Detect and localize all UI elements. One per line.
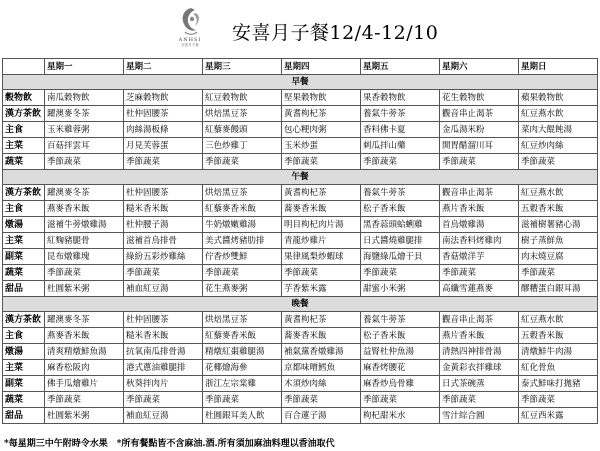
dish-cell: 南法香料烤雞肉	[440, 233, 519, 249]
logo-subtext: 安喜月子餐	[181, 43, 199, 47]
dish-cell: 季節蔬菜	[282, 265, 361, 281]
dish-cell: 滋補樹薯豬心湯	[519, 217, 598, 233]
dish-cell: 紅豆燕水飲	[519, 106, 598, 122]
corner-cell	[3, 59, 45, 75]
menu-row	[3, 328, 598, 344]
menu-row	[3, 106, 598, 122]
dish-cell: 黃耆枸杞茶	[282, 312, 361, 328]
dish-cell: 南瓜穀物飲	[45, 90, 124, 106]
meal-name: 午餐	[3, 170, 598, 185]
dish-cell: 燕片香米飯	[440, 201, 519, 217]
dish-cell: 觀音串止渴茶	[440, 312, 519, 328]
dish-cell: 泰式鮮味打拋豬	[519, 376, 598, 392]
dish-cell: 五穀香米飯	[519, 201, 598, 217]
day-header: 星期日	[519, 59, 598, 75]
dish-cell: 枸杞甜米水	[361, 408, 440, 424]
dish-cell: 百菇拌雲耳	[45, 138, 124, 154]
menu-row	[3, 154, 598, 170]
dish-cell: 紅豆燕水飲	[519, 185, 598, 201]
dish-cell: 觀音串止渴茶	[440, 106, 519, 122]
dish-cell: 燕麥香米飯	[45, 328, 124, 344]
dish-cell: 玉米雞蓉粥	[45, 122, 124, 138]
dish-cell: 糙米香米飯	[124, 328, 203, 344]
day-header: 星期四	[282, 59, 361, 75]
dish-cell: 清燉鮮牛肉湯	[519, 344, 598, 360]
menu-row	[3, 138, 598, 154]
dish-cell: 烘焙黑豆茶	[203, 106, 282, 122]
dish-cell: 包心粳肉粥	[282, 122, 361, 138]
dish-cell: 養氣牛蒡茶	[361, 185, 440, 201]
course-label: 主食	[3, 122, 45, 138]
dish-cell: 麻香松阪肉	[45, 360, 124, 376]
course-label: 蔬菜	[3, 154, 45, 170]
dish-cell: 昆布燉雞塊	[45, 249, 124, 265]
dish-cell: 金黃彩衣拌雞球	[440, 360, 519, 376]
day-header: 星期三	[203, 59, 282, 75]
course-label: 燉湯	[3, 217, 45, 233]
dish-cell: 堅果穀物飲	[282, 90, 361, 106]
mother-child-logo-icon	[177, 6, 203, 36]
dish-cell: 杜仲固腰茶	[124, 106, 203, 122]
dish-cell: 滋補首烏排骨	[124, 233, 203, 249]
dish-cell: 青龍炒雞片	[282, 233, 361, 249]
dish-cell: 季節蔬菜	[124, 392, 203, 408]
course-label: 漢方茶飲	[3, 312, 45, 328]
page-header	[0, 0, 600, 58]
dish-cell: 季節蔬菜	[203, 392, 282, 408]
course-label: 蔬菜	[3, 392, 45, 408]
course-label: 穀物飲	[3, 90, 45, 106]
dish-cell: 糙米香米飯	[124, 201, 203, 217]
course-label: 甜品	[3, 408, 45, 424]
dish-cell: 芋香紫米露	[282, 281, 361, 297]
dish-cell: 京都味噌鱈魚	[282, 360, 361, 376]
dish-cell: 躍澳麥冬茶	[45, 185, 124, 201]
dish-cell: 清爽精燉鮮魚湯	[45, 344, 124, 360]
dish-cell: 花生穀物飲	[440, 90, 519, 106]
dish-cell: 杜圓紫米粥	[45, 281, 124, 297]
dish-cell: 季節蔬菜	[361, 265, 440, 281]
dish-cell: 肉絲湯板條	[124, 122, 203, 138]
dish-cell: 花生燕麥粥	[203, 281, 282, 297]
dish-cell: 菜肉大餛飩湯	[519, 122, 598, 138]
dish-cell: 季節蔬菜	[361, 392, 440, 408]
dish-cell: 木須炒肉絲	[282, 376, 361, 392]
dish-cell: 紅豆穀物飲	[203, 90, 282, 106]
dish-cell: 季節蔬菜	[282, 154, 361, 170]
dish-cell: 開胃醋溜川耳	[440, 138, 519, 154]
menu-row	[3, 185, 598, 201]
dish-cell: 佇香炒雙鮮	[203, 249, 282, 265]
dish-cell: 季節蔬菜	[440, 392, 519, 408]
menu-row	[3, 249, 598, 265]
dish-cell: 黃耆枸杞茶	[282, 185, 361, 201]
dish-cell: 百合蓮子湯	[282, 408, 361, 424]
dish-cell: 精燉紅棗雞腿湯	[203, 344, 282, 360]
dish-cell: 季節蔬菜	[45, 154, 124, 170]
course-label: 漢方茶飲	[3, 106, 45, 122]
menu-row	[3, 122, 598, 138]
dish-cell: 季節蔬菜	[45, 265, 124, 281]
menu-row	[3, 265, 598, 281]
dish-cell: 日式醬燒雞腿排	[361, 233, 440, 249]
dish-cell: 高纖雪蓮燕麥	[440, 281, 519, 297]
dish-cell: 燕片香米飯	[440, 328, 519, 344]
menu-row	[3, 408, 598, 424]
day-header: 星期二	[124, 59, 203, 75]
dish-cell: 紅藜麥香米飯	[203, 201, 282, 217]
dish-cell: 松子香米飯	[361, 328, 440, 344]
brand-logo	[168, 6, 212, 54]
dish-cell: 益腎杜仲魚湯	[361, 344, 440, 360]
dish-cell: 季節蔬菜	[203, 265, 282, 281]
footer-note: *每星期三中午附時令水果 *所有餐點皆不含麻油.酒.所有須加麻油料理以香油取代	[4, 439, 335, 449]
dish-cell: 烘焙黑豆茶	[203, 185, 282, 201]
dish-cell: 綠紛五彩炒雞絲	[124, 249, 203, 265]
dish-cell: 季節蔬菜	[519, 154, 598, 170]
dish-cell: 季節蔬菜	[45, 392, 124, 408]
meal-section-header	[3, 170, 598, 185]
meal-section-header	[3, 75, 598, 90]
dish-cell: 蕎麥香米飯	[282, 328, 361, 344]
menu-row	[3, 344, 598, 360]
dish-cell: 紅藜麥香米飯	[203, 328, 282, 344]
dish-cell: 季節蔬菜	[203, 154, 282, 170]
menu-row	[3, 312, 598, 328]
dish-cell: 黑香蒜頭蛤蜊雞	[361, 217, 440, 233]
dish-cell: 果香穀物飲	[361, 90, 440, 106]
dish-cell: 蕎麥香米飯	[282, 201, 361, 217]
course-label: 主食	[3, 201, 45, 217]
dish-cell: 五穀香米飯	[519, 328, 598, 344]
dish-cell: 刺瓜拌山藥	[361, 138, 440, 154]
dish-cell: 紅豆炒肉絲	[519, 138, 598, 154]
dish-cell: 首烏燉雞湯	[440, 217, 519, 233]
menu-row	[3, 233, 598, 249]
meal-name: 早餐	[3, 75, 598, 90]
dish-cell: 金瓜湯米粉	[440, 122, 519, 138]
dish-cell: 香料佛卡夏	[361, 122, 440, 138]
dish-cell: 補血紅豆湯	[124, 408, 203, 424]
dish-cell: 杜仲固腰茶	[124, 312, 203, 328]
dish-cell: 肉末燒豆腐	[519, 249, 598, 265]
dish-cell: 松子香米飯	[361, 201, 440, 217]
course-label: 漢方茶飲	[3, 185, 45, 201]
menu-row	[3, 376, 598, 392]
course-label: 副菜	[3, 376, 45, 392]
dish-cell: 抗氧南瓜排骨湯	[124, 344, 203, 360]
menu-row	[3, 90, 598, 106]
course-label: 副菜	[3, 249, 45, 265]
course-label: 甜品	[3, 281, 45, 297]
dish-cell: 季節蔬菜	[519, 392, 598, 408]
dish-cell: 浙江左宗棠雞	[203, 376, 282, 392]
menu-row	[3, 392, 598, 408]
dish-cell: 麻香炒烏骨雞	[361, 376, 440, 392]
dish-cell: 月見芙蓉蛋	[124, 138, 203, 154]
menu-row	[3, 360, 598, 376]
dish-cell: 杜圓紫米粥	[45, 408, 124, 424]
dish-cell: 季節蔬菜	[519, 265, 598, 281]
dish-cell: 樹子蒸鮮魚	[519, 233, 598, 249]
meal-section-header	[3, 297, 598, 312]
dish-cell: 補血紅豆湯	[124, 281, 203, 297]
dish-cell: 杜仲腰子湯	[124, 217, 203, 233]
dish-cell: 黃耆枸杞茶	[282, 106, 361, 122]
dish-cell: 烘焙黑豆茶	[203, 312, 282, 328]
dish-cell: 季節蔬菜	[124, 154, 203, 170]
dish-cell: 杜仲固腰茶	[124, 185, 203, 201]
dish-cell: 紅麴豬腿骨	[45, 233, 124, 249]
dish-cell: 養氣牛蒡茶	[361, 312, 440, 328]
course-label: 主菜	[3, 138, 45, 154]
menu-row	[3, 281, 598, 297]
dish-cell: 躍澳麥冬茶	[45, 312, 124, 328]
dish-cell: 滋補牛蒡燉雞湯	[45, 217, 124, 233]
dish-cell: 醪糟蛋白銀耳湯	[519, 281, 598, 297]
day-header: 星期五	[361, 59, 440, 75]
dish-cell: 佛手瓜燴雞片	[45, 376, 124, 392]
dish-cell: 養氣牛蒡茶	[361, 106, 440, 122]
course-label: 主菜	[3, 360, 45, 376]
dish-cell: 三色炒雞丁	[203, 138, 282, 154]
dish-cell: 秋葵拌肉片	[124, 376, 203, 392]
dish-cell: 紅豆西米露	[519, 408, 598, 424]
dish-cell: 海鹽綠瓜燴干貝	[361, 249, 440, 265]
dish-cell: 紅藜麥饅頭	[203, 122, 282, 138]
dish-cell: 燕麥香米飯	[45, 201, 124, 217]
dish-cell: 杜圓銀耳美人飲	[203, 408, 282, 424]
page-title: 安喜月子餐12/4-12/10	[232, 22, 439, 44]
dish-cell: 季節蔬菜	[124, 265, 203, 281]
dish-cell: 雪汁綜合圓	[440, 408, 519, 424]
menu-row	[3, 217, 598, 233]
dish-cell: 果律風梨炒蝦球	[282, 249, 361, 265]
menu-row	[3, 201, 598, 217]
dish-cell: 紅化骨魚	[519, 360, 598, 376]
dish-cell: 季節蔬菜	[440, 265, 519, 281]
dish-cell: 蘋果穀物飲	[519, 90, 598, 106]
dish-cell: 香菇燉洋芋	[440, 249, 519, 265]
day-header-row	[3, 59, 598, 75]
dish-cell: 日式茶碗蒸	[440, 376, 519, 392]
day-header: 星期六	[440, 59, 519, 75]
dish-cell: 躍澳麥冬茶	[45, 106, 124, 122]
dish-cell: 季節蔬菜	[440, 154, 519, 170]
dish-cell: 芝麻穀物飲	[124, 90, 203, 106]
dish-cell: 花椰燴海參	[203, 360, 282, 376]
course-label: 蔬菜	[3, 265, 45, 281]
dish-cell: 牛奶燉嫩雞湯	[203, 217, 282, 233]
dish-cell: 季節蔬菜	[361, 154, 440, 170]
course-label: 主食	[3, 328, 45, 344]
dish-cell: 清熱四神排骨湯	[440, 344, 519, 360]
dish-cell: 港式蔥油雞腿排	[124, 360, 203, 376]
dish-cell: 甜蜜小米粥	[361, 281, 440, 297]
meal-name: 晚餐	[3, 297, 598, 312]
dish-cell: 補氣黨香燉雞湯	[282, 344, 361, 360]
dish-cell: 觀音串止渴茶	[440, 185, 519, 201]
weekly-menu-table	[2, 58, 598, 424]
course-label: 主菜	[3, 233, 45, 249]
day-header: 星期一	[45, 59, 124, 75]
dish-cell: 美式醬烤豬肋排	[203, 233, 282, 249]
dish-cell: 麻香烤腰花	[361, 360, 440, 376]
dish-cell: 玉米炒蛋	[282, 138, 361, 154]
dish-cell: 季節蔬菜	[282, 392, 361, 408]
dish-cell: 明目枸杞肉片湯	[282, 217, 361, 233]
logo-text: ANHSI	[178, 37, 202, 43]
course-label: 燉湯	[3, 344, 45, 360]
dish-cell: 紅豆燕水飲	[519, 312, 598, 328]
